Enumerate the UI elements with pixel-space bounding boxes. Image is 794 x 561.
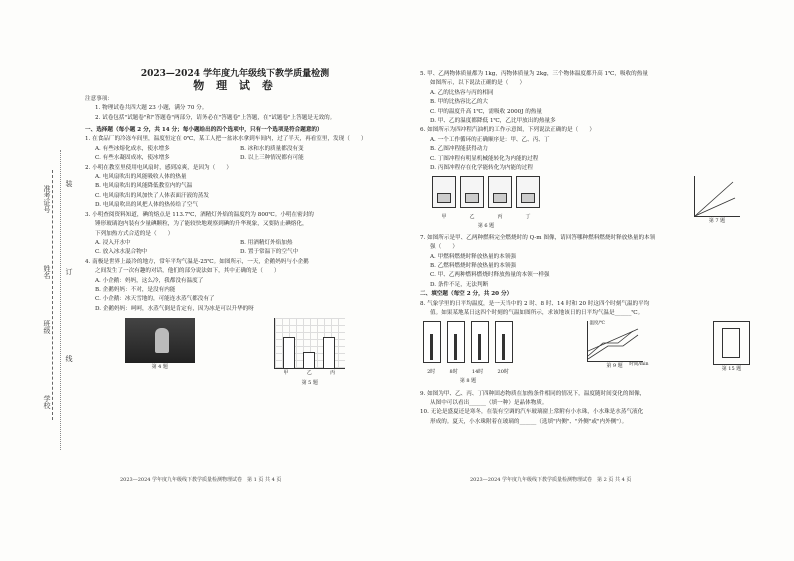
figure-7 — [694, 176, 740, 231]
question-stem: 6. 如图所示为四冲程汽油机的工作示意图，下列说法正确的是（ ） — [420, 127, 595, 134]
binding-label-id: 准考证号 — [43, 185, 51, 213]
question-stem: 3. 小明查阅资料知道，碘的熔点是 113.7℃，酒精灯外焰的温度约为 800℃。小明在密封的 — [85, 211, 314, 218]
figure-8 — [420, 321, 516, 386]
option: B. 冰和水的质量都没有变 — [240, 145, 304, 152]
option: A. 电风扇吹出的风能吸收人体的热量 — [95, 174, 187, 181]
temperature-curves — [588, 321, 643, 361]
option: C. 小企鹅：冰天雪地的，可能连水蒸气都没有了 — [95, 296, 215, 303]
thermometer-label: 2时 — [427, 368, 436, 375]
bar-label: 丙 — [330, 370, 336, 377]
option: A. 浸入开水中 — [95, 239, 131, 246]
axis-label-y: 温度/℃ — [589, 321, 606, 327]
bar-yi — [303, 352, 315, 368]
question-10-stem: 10. 无论是盛夏还是寒冬，在装有空调的汽车玻璃窗上常附有小水珠，小水珠是水蒸气液化 — [420, 409, 644, 416]
option: C. 甲、乙两种燃料燃烧时释放热量的本领一样强 — [430, 272, 550, 279]
question-7 — [420, 234, 750, 290]
engine-stroke-ding — [516, 176, 540, 208]
option: A. 有些冰熔化成水，使水增多 — [95, 145, 170, 152]
question-8-stem: 8. 气象学里的日平均温度，是一天当中的 2 时、8 时、14 时和 20 时这四个时刻气温的平均 — [420, 300, 650, 307]
binding-label-class: 班级 — [43, 320, 51, 334]
figure-caption: 第 8 题 — [459, 378, 477, 385]
question-stem: 1. 在食品厂的冷冻车间里，温度恒定在 0℃，某工人把一盆冰水拿到车间内，过了半天，再看室里，发现（ ） — [85, 136, 367, 143]
engine-stroke-bing — [488, 176, 512, 208]
question-6 — [420, 126, 750, 173]
section-heading: 二、填空题（每空 2 分，共 20 分） — [420, 291, 513, 298]
notice-item: 2. 试卷包括"试题卷"和"答题卷"两部分，请务必在"答题卷"上答题，在"试题卷"上答题是无效的。 — [95, 114, 336, 121]
engine-label: 甲 — [441, 213, 447, 220]
figure-caption: 第 9 题 — [606, 363, 623, 370]
axis-label-x: 时间/min — [629, 361, 649, 367]
question-9-stem: 9. 如图为甲、乙、丙、丁四种固态物质在加热条件相同的情况下，温度随时间变化的图像， — [420, 390, 646, 397]
engine-stroke-yi — [460, 176, 484, 208]
question-5 — [420, 70, 750, 126]
q-m-graph — [694, 176, 740, 217]
thermometer-2h — [423, 321, 441, 363]
engine-label: 丁 — [525, 213, 531, 220]
option: A. 一个工作循环的正确顺序是：甲、乙、丙、丁 — [430, 136, 550, 143]
option: A. 乙的比热容与丙的相同 — [430, 89, 494, 96]
figure-6 — [430, 176, 542, 231]
question-10-stem: 形成的。夏天，小水珠附着在玻璃的______（选填"内侧"、"外侧"或"内外侧"）。 — [430, 418, 628, 425]
figure-caption: 第 4 题 — [151, 364, 168, 371]
thermometer-label: 8时 — [449, 368, 458, 375]
option: A. 小企鹅：妈妈，这么冷，我都没有温度了 — [95, 277, 204, 284]
option: C. 丁图冲程有明显机械能转化为内能的过程 — [430, 155, 539, 162]
engine-label: 丙 — [497, 213, 503, 220]
binding-label-school: 学校 — [43, 395, 51, 409]
page-footer-right: 2023—2024 学年度九年级线下教学质量检测物理试卷 第 2 页 共 4 页 — [470, 477, 632, 483]
thermometer-14h — [471, 321, 489, 363]
question-8-stem: 值。如果某地某日这四个时刻的气温如图所示，求该地该日的日平均气温是______℃。 — [430, 309, 644, 316]
option: A. 甲燃料燃烧时释放热量的本领强 — [430, 253, 516, 260]
figure-4 — [125, 318, 195, 388]
exam-subject: 物 理 试 卷 — [193, 79, 277, 93]
engine-label: 乙 — [469, 213, 475, 220]
q-m-lines — [695, 176, 740, 216]
thermometer-8h — [447, 321, 465, 363]
heat-bar-chart — [274, 318, 345, 369]
option: C. 电风扇吹出的风加快了人体表面汗液的蒸发 — [95, 192, 209, 199]
binding-label-name: 姓名 — [43, 265, 51, 279]
exam-title: 2023—2024 学年度九年级线下教学质量检测 — [140, 69, 330, 79]
question-stem: 下列加热方式合适的是（ ） — [95, 230, 174, 237]
option: D. 以上三种情况都有可能 — [240, 155, 304, 162]
right-page — [420, 70, 750, 427]
question-stem: 之间发生了一次有趣的对话，他们的部分说法如下，其中正确的是（ ） — [95, 268, 280, 275]
binding-cut-line — [60, 150, 61, 450]
question-stem: 2. 小明在教室里使用电风扇时，感到凉爽，是因为（ ） — [85, 164, 232, 171]
notice-item: 1. 物理试卷共四大题 23 小题，满分 70 分。 — [95, 105, 208, 112]
figure-9 — [587, 321, 649, 386]
question-9-stem: 从图中可以看出______（填一种）是晶体物质。 — [430, 399, 548, 406]
thermometer-label: 20时 — [497, 368, 509, 375]
option: B. 用酒精灯外焰加热 — [240, 239, 293, 246]
option: D. 条件不足，无法判断 — [430, 281, 489, 288]
apparatus-drawing — [713, 321, 750, 365]
question-2 — [85, 164, 385, 211]
cut-label-1: 装 — [65, 180, 73, 187]
option: C. 有些水凝固成冰，使冰增多 — [95, 155, 170, 162]
option: D. 企鹅妈妈：呵呵，水蒸气倒是肯定有，因为冰是可以升华的呀 — [95, 305, 254, 312]
figure-15 — [713, 321, 750, 386]
question-4 — [85, 258, 385, 314]
question-stem: 7. 如图所示是甲、乙两种燃料完全燃烧时的 Q-m 图像，请回答哪种燃料燃烧时释放热量的本领 — [420, 234, 656, 241]
bar-bing — [323, 337, 335, 368]
question-stem: 如图所示，以下说法正确的是（ ） — [430, 80, 526, 87]
question-stem: 强（ ） — [430, 244, 458, 251]
engine-stroke-jia — [432, 176, 456, 208]
option: C. 甲的温度升高 1℃，需吸收 2000J 的热量 — [430, 108, 542, 115]
left-page — [85, 70, 385, 388]
figure-caption: 第 15 题 — [721, 366, 742, 373]
question-3 — [85, 211, 385, 258]
option: B. 企鹅妈妈：不对，是没有内能 — [95, 286, 176, 293]
notice-heading: 注意事项： — [85, 95, 113, 102]
bar-label: 甲 — [283, 370, 289, 377]
figure-caption: 第 6 题 — [477, 223, 495, 230]
cut-label-2: 订 — [65, 268, 73, 275]
option: D. 置于常温下的空气中 — [240, 249, 299, 256]
thermometer-label: 14时 — [471, 368, 484, 375]
figure-caption: 第 5 题 — [301, 379, 318, 386]
option: C. 放入冰水混合物中 — [95, 249, 148, 256]
cut-label-3: 线 — [65, 355, 73, 362]
thermometer-20h — [495, 321, 513, 363]
figure-5 — [274, 318, 345, 388]
figure-caption: 第 7 题 — [708, 218, 726, 225]
option: D. 甲、乙的温度都降低 1℃，乙比甲放出的热量多 — [430, 118, 556, 125]
bar-jia — [283, 337, 295, 368]
question-stem: 锤形玻璃泡内装有少量碘颗粒，为了能较快地观察到碘的升华现象，又要防止碘熔化， — [95, 221, 308, 228]
question-stem: 5. 甲、乙两物体质量都为 1kg，丙物体质量为 2kg，三个物体温度都升高 1℃，吸收的热量 — [420, 71, 648, 77]
binding-margin — [0, 0, 95, 561]
option: B. 电风扇吹出的风能降低教室内的气温 — [95, 183, 193, 190]
option: B. 甲的比热容比乙的大 — [430, 99, 489, 106]
bar-label: 乙 — [306, 370, 312, 377]
page-footer-left: 2023—2024 学年度九年级线下教学质量检测物理试卷 第 1 页 共 4 页 — [120, 477, 282, 483]
option: B. 乙图冲程能获得动力 — [430, 146, 489, 153]
section-heading: 一、选择题（每小题 2 分，共 14 分；每小题给出的四个选项中，只有一个选项是符合题意的） — [85, 127, 323, 134]
penguin-photo — [125, 318, 195, 363]
question-stem: 4. 南极是世界上最冷的地方，常年平均气温是-25℃。如图所示，一天，企鹅妈妈与小企鹅 — [85, 258, 309, 265]
option: B. 乙燃料燃烧时释放热量的本领强 — [430, 262, 516, 269]
binding-write-line — [52, 170, 53, 420]
option: D. 电风扇吹出的风把人体的热传给了空气 — [95, 202, 198, 209]
question-1 — [85, 135, 385, 163]
option: D. 丙图冲程存在化学能转化为内能的过程 — [430, 165, 533, 172]
